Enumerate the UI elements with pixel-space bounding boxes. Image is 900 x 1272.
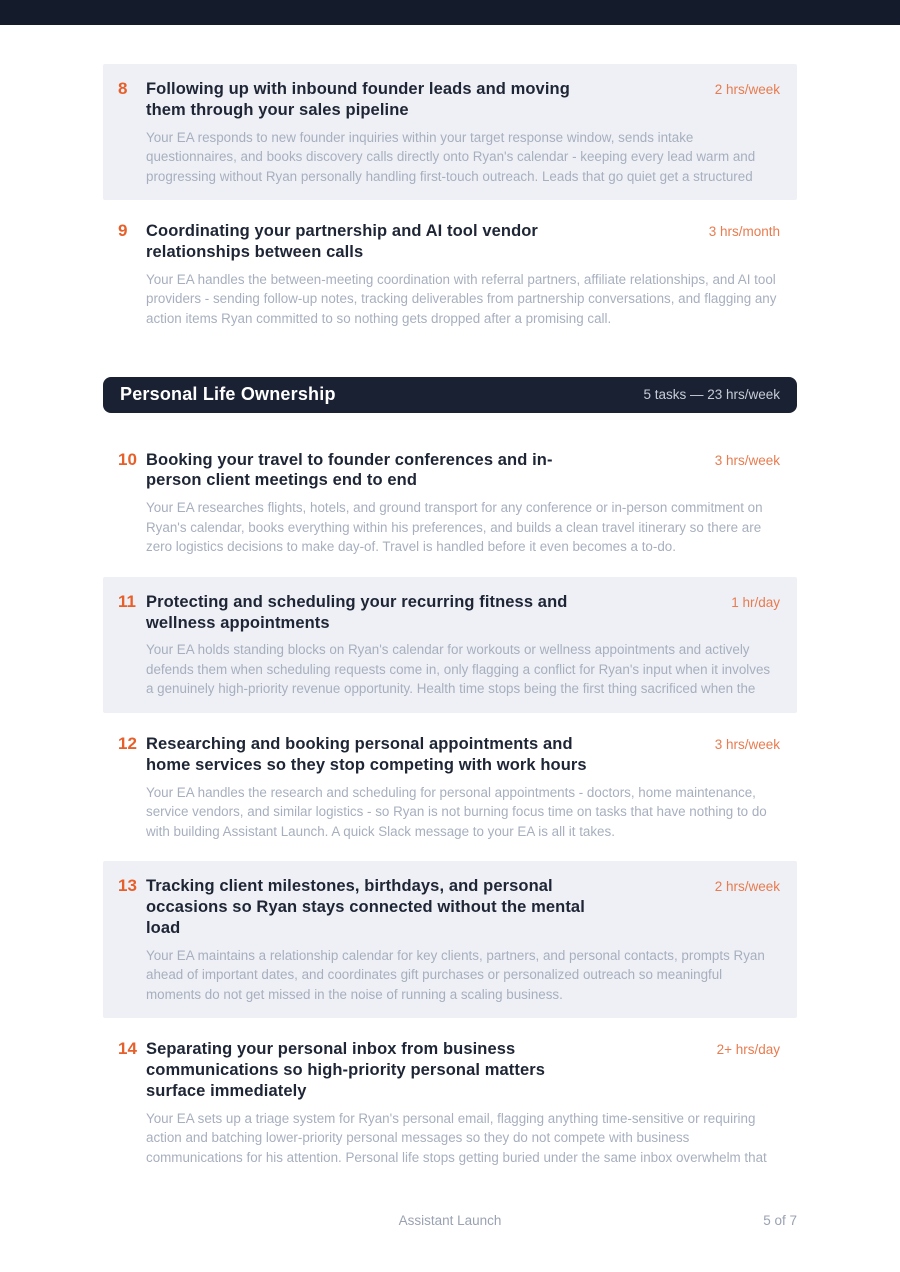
task-title: Researching and booking personal appointments and home services so they stop competing with work hours <box>146 735 587 774</box>
task-number: 14 <box>118 1039 137 1059</box>
section-title: Personal Life Ownership <box>120 384 336 404</box>
task-number: 10 <box>118 449 137 469</box>
top-banner <box>0 0 900 25</box>
task-number: 12 <box>118 734 137 753</box>
task-item-9 <box>103 206 797 342</box>
task-time-estimate: 1 hr/day <box>731 594 780 610</box>
task-description: Your EA handles the between-meeting coordination with referral partners, affiliate relationships, and AI tool providers - sending follow-up notes, tracking deliverables from partnership conversations, and flagging any action items Ryan committed to so nothing gets dropped after a promising call. <box>146 271 777 326</box>
task-title: Separating your personal inbox from business communications so high-priority personal matters surface immediately <box>146 1040 546 1100</box>
task-number: 13 <box>118 876 137 896</box>
page-footer <box>0 1213 900 1231</box>
task-time-estimate: 3 hrs/month <box>708 224 780 240</box>
task-description: Your EA maintains a relationship calendar for key clients, partners, and personal contacts, prompts Ryan ahead of important dates, and coordinates gift purchases or personalized outreach so meaningful moments do not get missed in the noise of running a scaling business. <box>146 947 765 1002</box>
task-time-estimate: 3 hrs/week <box>714 737 780 752</box>
task-description: Your EA responds to new founder inquiries within your target response window, sends intake questionnaires, and books discovery calls directly onto Ryan's calendar - keeping every lead warm and progressing without Ryan personally handling first-touch outreach. Leads that go quiet get a structured <box>146 129 756 184</box>
task-item-11 <box>103 577 797 713</box>
task-title: Following up with inbound founder leads and moving them through your sales pipeline <box>146 80 570 119</box>
task-number: 11 <box>118 591 136 611</box>
task-time-estimate: 2 hrs/week <box>714 879 780 895</box>
task-item-13 <box>103 861 797 1018</box>
section-header <box>103 377 797 413</box>
task-title: Tracking client milestones, birthdays, and personal occasions so Ryan stays connected without the mental load <box>146 877 585 937</box>
task-title: Booking your travel to founder conferences and in-person client meetings end to end <box>146 450 553 490</box>
task-item-14 <box>103 1024 797 1181</box>
task-item-12 <box>103 719 797 855</box>
task-description: Your EA sets up a triage system for Ryan's personal email, flagging anything time-sensitive or requiring action and batching lower-priority personal messages so they do not compete with business communications for his attention. Personal life stops getting buried under the same inbox overwhelm that <box>146 1110 767 1165</box>
task-time-estimate: 2 hrs/week <box>714 82 780 97</box>
task-number: 9 <box>118 221 128 241</box>
task-title: Protecting and scheduling your recurring fitness and wellness appointments <box>146 592 568 632</box>
task-description: Your EA researches flights, hotels, and ground transport for any conference or in-person commitment on Ryan's calendar, books everything within his preferences, and builds a clean travel itinerary so there are zero logistics decisions to make day-of. Travel is handled before it even becomes a to-do. <box>146 500 763 555</box>
footer-page-number: 5 of 7 <box>763 1213 797 1228</box>
task-list <box>103 64 797 1181</box>
task-time-estimate: 3 hrs/week <box>714 452 780 468</box>
task-description: Your EA holds standing blocks on Ryan's calendar for workouts or wellness appointments and actively defends them when scheduling requests come in, only flagging a conflict for Ryan's input when it involves a genuinely high-priority revenue opportunity. Health time stops being the first thing sacrificed when the <box>146 642 771 697</box>
task-time-estimate: 2+ hrs/day <box>716 1042 780 1058</box>
task-number: 8 <box>118 79 128 98</box>
section-summary: 5 tasks — 23 hrs/week <box>643 387 780 402</box>
task-title: Coordinating your partnership and AI tool vendor relationships between calls <box>146 222 538 262</box>
task-item-10 <box>103 435 797 571</box>
task-item-8 <box>103 64 797 200</box>
task-description: Your EA handles the research and scheduling for personal appointments - doctors, home maintenance, service vendors, and similar logistics - so Ryan is not burning focus time on tasks that have nothing to do with building Assistant Launch. A quick Slack message to your EA is all it takes. <box>146 784 767 839</box>
footer-brand: Assistant Launch <box>398 1213 502 1228</box>
